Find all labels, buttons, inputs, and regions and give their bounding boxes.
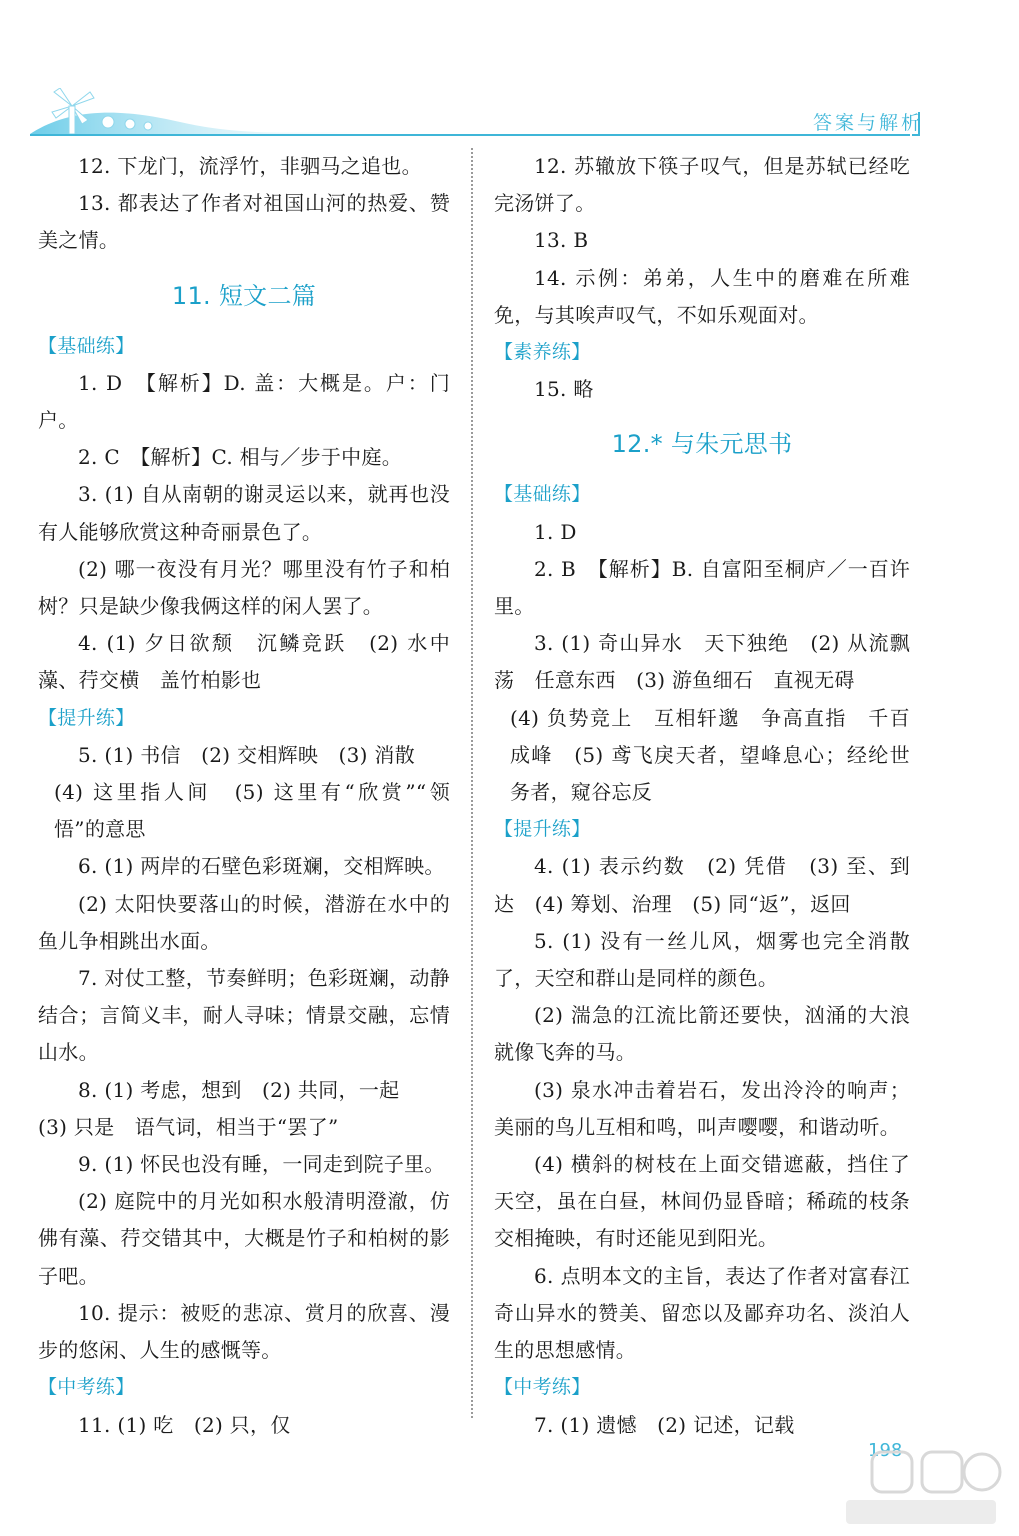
answer-14-right: 14. 示例：弟弟，人生中的磨难在所难免，与其唉声叹气，不如乐观面对。 — [494, 265, 910, 327]
answer-8a: 8. (1) 考虑，想到 (2) 共同，一起 — [78, 1077, 400, 1102]
answer-3b-right: (4) 负势竞上 互相轩邈 争高直指 千百成峰 (5) 鸢飞戾天者，望峰息心；经纶世务者，窥谷忘反 — [510, 705, 910, 805]
answer-15-right: 15. 略 — [534, 377, 594, 402]
page-number: 198 — [868, 1440, 903, 1461]
tag-exam-practice: 【中考练】 — [38, 1376, 135, 1399]
answer-13: 13. 都表达了作者对祖国山河的热爱、赞美之情。 — [38, 191, 450, 253]
tag-basic-practice: 【基础练】 — [38, 334, 135, 357]
answer-4: 4. (1) 夕日欲颓 沉鳞竞跃 (2) 水中藻、荇交横 盖竹柏影也 — [38, 631, 450, 693]
answer-10: 10. 提示：被贬的悲凉、赏月的欣喜、漫步的悠闲、人生的感慨等。 — [38, 1300, 450, 1363]
answer-1: 1. D 【解析】D. 盖：大概是。户：门户。 — [38, 370, 450, 433]
answer-1-right: 1. D — [534, 519, 577, 544]
tag-literacy-practice: 【素养练】 — [494, 341, 591, 364]
answer-12-right: 12. 苏辙放下筷子叹气，但是苏轼已经吃完汤饼了。 — [494, 154, 910, 216]
tag-basic-practice-right: 【基础练】 — [494, 483, 591, 506]
tag-improve-practice-right: 【提升练】 — [494, 818, 591, 841]
answer-5c-right: (3) 泉水冲击着岩石，发出泠泠的响声；美丽的鸟儿互相和鸣，叫声嘤嘤，和谐动听。 — [494, 1077, 910, 1139]
answer-8b: (3) 只是 语气词，相当于“罢了” — [38, 1114, 339, 1139]
answer-6b: (2) 太阳快要落山的时候，潜游在水中的鱼儿争相跳出水面。 — [38, 891, 450, 953]
answer-4-right: 4. (1) 表示约数 (2) 凭借 (3) 至、到达 (4) 筹划、治理 (5) 同“返”，返回 — [494, 854, 910, 916]
header-bracket — [912, 112, 920, 136]
left-column — [38, 148, 450, 1444]
section-title-12: 12.* 与朱元思书 — [611, 430, 793, 459]
answer-5b: (4) 这里指人间 (5) 这里有“欣赏”“领悟”的意思 — [54, 780, 450, 842]
answer-9b: (2) 庭院中的月光如积水般清明澄澈，仿佛有藻、荇交错其中，大概是竹子和柏树的影子吧。 — [38, 1189, 450, 1288]
answer-13-right: 13. B — [534, 228, 589, 253]
answer-7-right: 7. (1) 遗憾 (2) 记述，记载 — [534, 1412, 795, 1437]
answer-5a: 5. (1) 书信 (2) 交相辉映 (3) 消散 — [78, 742, 416, 767]
answer-2-right: 2. B 【解析】B. 自富阳至桐庐／一百许里。 — [494, 556, 910, 619]
header-title: 答案与解析 — [812, 112, 923, 134]
tag-exam-practice-right: 【中考练】 — [494, 1376, 591, 1399]
answer-5a-right: 5. (1) 没有一丝儿风，烟雾也完全消散了，天空和群山是同样的颜色。 — [494, 928, 910, 991]
answer-3a-right: 3. (1) 奇山异水 天下独绝 (2) 从流飘荡 任意东西 (3) 游鱼细石 直视无碍 — [494, 631, 910, 693]
answer-9a: 9. (1) 怀民也没有睡，一同走到院子里。 — [78, 1152, 445, 1177]
answer-6-right: 6. 点明本文的主旨，表达了作者对富春江奇山异水的赞美、留恋以及鄙弃功名、淡泊人生的思想感情。 — [494, 1263, 910, 1363]
header-rule — [30, 134, 910, 136]
answer-2: 2. C 【解析】C. 相与／步于中庭。 — [78, 445, 403, 470]
answer-6a: 6. (1) 两岸的石壁色彩斑斓，交相辉映。 — [78, 854, 445, 879]
windmill-wave-decoration-icon — [30, 88, 360, 136]
answer-11: 11. (1) 吃 (2) 只，仅 — [78, 1412, 291, 1437]
answer-3b: (2) 哪一夜没有月光？哪里没有竹子和柏树？只是缺少像我俩这样的闲人罢了。 — [38, 556, 450, 619]
answer-5b-right: (2) 湍急的江流比箭还要快，汹涌的大浪就像飞奔的马。 — [494, 1003, 910, 1065]
answer-7: 7. 对仗工整，节奏鲜明；色彩斑斓，动静结合；言简义丰，耐人寻味；情景交融，忘情山水。 — [38, 966, 450, 1065]
answer-3a: 3. (1) 自从南朝的谢灵运以来，就再也没有人能够欣赏这种奇丽景色了。 — [38, 482, 450, 544]
tag-improve-practice: 【提升练】 — [38, 706, 135, 729]
answer-12: 12. 下龙门，流浮竹，非驷马之追也。 — [78, 154, 422, 178]
column-divider — [471, 148, 473, 1418]
section-title-11: 11. 短文二篇 — [171, 281, 317, 310]
right-column — [494, 148, 910, 1444]
answer-5d-right: (4) 横斜的树枝在上面交错遮蔽，挡住了天空，虽在白昼，林间仍显昏暗；稀疏的枝条交相掩映，有时还能见到阳光。 — [494, 1152, 910, 1251]
watermark-logo-icon — [836, 1448, 1006, 1528]
page-header — [0, 0, 1019, 140]
